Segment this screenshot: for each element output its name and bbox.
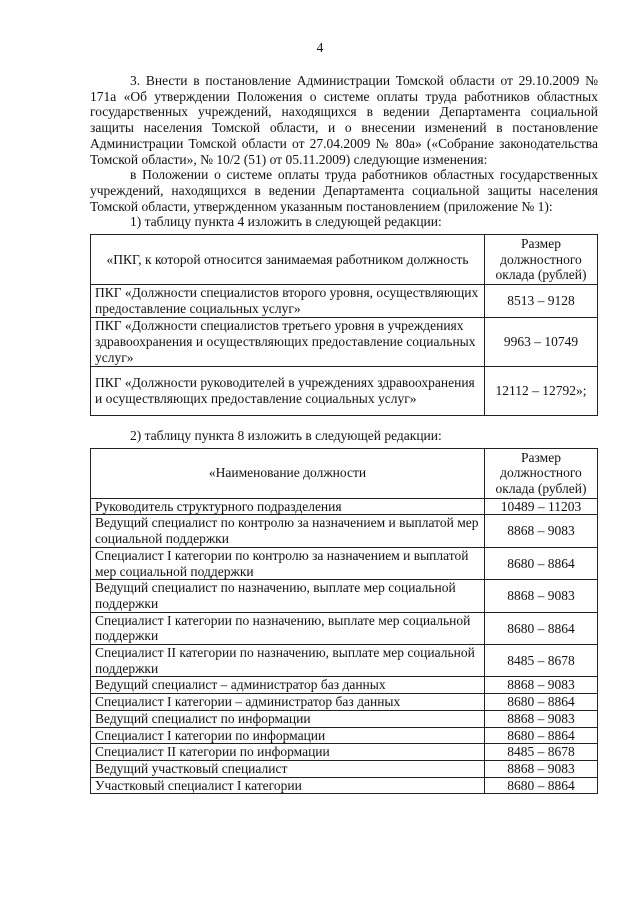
row-value-cell: 8680 – 8864 (485, 777, 598, 794)
row-name-cell: Специалист II категории по назначению, выплате мер социальной поддержки (91, 645, 485, 677)
row-name-cell: ПКГ «Должности специалистов второго уровня, осуществляющих предоставление социальных услуг» (91, 285, 485, 318)
table-row (91, 760, 598, 777)
row-name-cell: Специалист I категории по контролю за назначением и выплатой мер социальной поддержки (91, 547, 485, 579)
document-body (90, 73, 598, 794)
row-name-cell: Специалист I категории по назначению, выплате мер социальной поддержки (91, 612, 485, 644)
table-row (91, 677, 598, 694)
table-row (91, 547, 598, 579)
row-value-cell: 8485 – 8678 (485, 744, 598, 761)
row-value-cell: 8513 – 9128 (485, 285, 598, 318)
table-row (91, 318, 598, 367)
row-name-cell: Ведущий специалист по контролю за назначением и выплатой мер социальной поддержки (91, 515, 485, 547)
table-row (91, 727, 598, 744)
table-row (91, 777, 598, 794)
table-row (91, 694, 598, 711)
row-name-cell: Руководитель структурного подразделения (91, 498, 485, 515)
paragraph-regulation: в Положении о системе оплаты труда работников областных государственных учреждений, находящихся в ведении Департамента социальной защиты населения Томской области, утвержденном указанным постановлением (приложение № 1): (90, 167, 598, 214)
item-2-text: 2) таблицу пункта 8 изложить в следующей редакции: (130, 428, 442, 444)
row-value-cell: 8868 – 9083 (485, 710, 598, 727)
table-row (91, 744, 598, 761)
row-name-cell: Ведущий специалист – администратор баз данных (91, 677, 485, 694)
row-value-cell: 8485 – 8678 (485, 645, 598, 677)
table-point-4 (90, 234, 598, 416)
row-name-cell: Специалист II категории по информации (91, 744, 485, 761)
table-row (91, 710, 598, 727)
row-value-cell: 8680 – 8864 (485, 612, 598, 644)
header-cell-salary: Размер должностного оклада (рублей) (485, 235, 598, 285)
row-value-cell: 8868 – 9083 (485, 515, 598, 547)
row-value-cell: 8680 – 8864 (485, 547, 598, 579)
row-name-cell: Ведущий участковый специалист (91, 760, 485, 777)
item-1-text: 1) таблицу пункта 4 изложить в следующей редакции: (130, 214, 442, 230)
table-row (91, 645, 598, 677)
table-header-row (91, 235, 598, 285)
table-row (91, 515, 598, 547)
table-point-8 (90, 448, 598, 795)
row-value-cell: 10489 – 11203 (485, 498, 598, 515)
row-value-cell: 8868 – 9083 (485, 677, 598, 694)
header-cell-salary: Размер должностного оклада (рублей) (485, 448, 598, 498)
row-value-cell: 8680 – 8864 (485, 694, 598, 711)
header-cell-position: «Наименование должности (91, 448, 485, 498)
row-value-cell: 8868 – 9083 (485, 580, 598, 612)
table-row (91, 612, 598, 644)
row-value-cell: 8680 – 8864 (485, 727, 598, 744)
table-row (91, 367, 598, 416)
row-name-cell: Специалист I категории – администратор баз данных (91, 694, 485, 711)
row-name-cell: Участковый специалист I категории (91, 777, 485, 794)
row-name-cell: ПКГ «Должности руководителей в учреждениях здравоохранения и осуществляющих предоставление социальных услуг» (91, 367, 485, 416)
row-name-cell: ПКГ «Должности специалистов третьего уровня в учреждениях здравоохранения и осуществляющих предоставление социальных услуг» (91, 318, 485, 367)
row-value-cell: 12112 – 12792»; (485, 367, 598, 416)
table-row (91, 498, 598, 515)
row-name-cell: Ведущий специалист по назначению, выплате мер социальной поддержки (91, 580, 485, 612)
row-value-cell: 8868 – 9083 (485, 760, 598, 777)
header-cell-pkg: «ПКГ, к которой относится занимаемая работником должность (91, 235, 485, 285)
table-row (91, 580, 598, 612)
table-header-row (91, 448, 598, 498)
page-number: 4 (316, 40, 324, 55)
paragraph-amendment-intro: 3. Внести в постановление Администрации Томской области от 29.10.2009 № 171а «Об утверждении Положения о системе оплаты труда работников областных государственных учреждений, находящихся в ведении Департамента социальной защиты населения Томской области, и о внесении изменений в постановление Администрации Томской области от 27.04.2009 № 80а» («Собрание законодательства Томской области», № 10/2 (51) от 05.11.2009) следующие изменения: (90, 73, 598, 167)
row-name-cell: Ведущий специалист по информации (91, 710, 485, 727)
table-row (91, 285, 598, 318)
row-name-cell: Специалист I категории по информации (91, 727, 485, 744)
row-value-cell: 9963 – 10749 (485, 318, 598, 367)
